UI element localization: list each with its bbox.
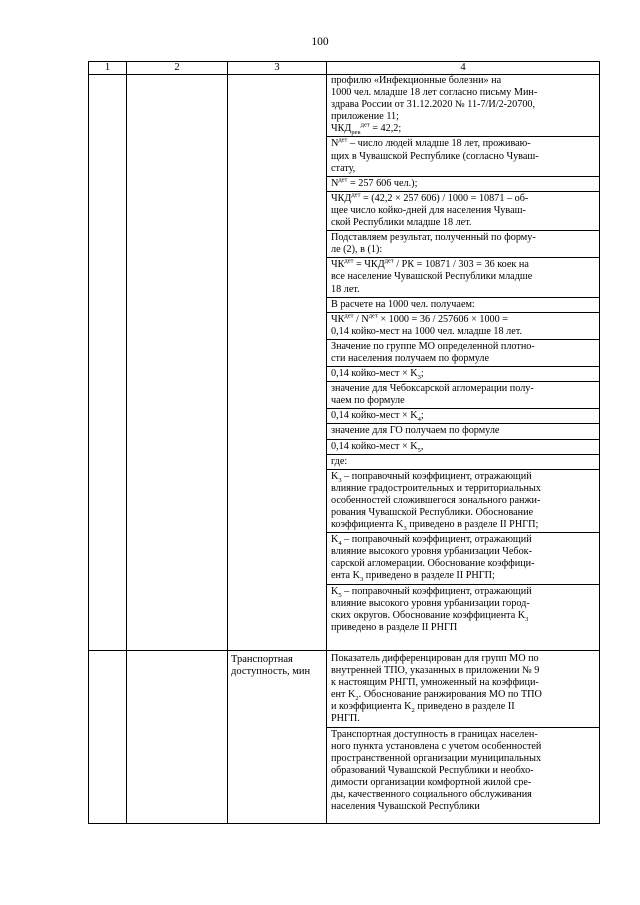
row2-col1 bbox=[89, 651, 127, 824]
text-line: к настоящим РНГП, умноженный на коэффици- bbox=[331, 677, 539, 689]
paragraph-separator bbox=[327, 191, 599, 192]
paragraph-separator bbox=[327, 584, 599, 585]
header-col-2: 2 bbox=[127, 62, 228, 75]
paragraph-separator bbox=[327, 408, 599, 409]
text-line: профилю «Инфекционные болезни» на bbox=[331, 75, 502, 86]
page-number: 100 bbox=[311, 36, 329, 48]
norms-table bbox=[88, 61, 600, 824]
text-line: 0,14 койко-мест на 1000 чел. младше 18 лет. bbox=[331, 325, 522, 337]
text-line: коэффициента $K_3$ приведено в разделе II РНГП; bbox=[331, 519, 539, 533]
text-line: ного пункта установлена с учетом особенностей bbox=[331, 740, 542, 752]
text-line: $K_3$ – поправочный коэффициент, отражающий bbox=[331, 470, 532, 484]
text-line: $N^{дет} = 257$ 606 чел.); bbox=[331, 176, 418, 189]
text-line: значение для Чебоксарской агломерации полу- bbox=[331, 383, 534, 395]
text-line: и коэффициента $K_2$ приведено в разделе II bbox=[331, 701, 515, 715]
paragraph-separator bbox=[327, 297, 599, 298]
row2-col4 bbox=[327, 651, 600, 824]
paragraph-separator bbox=[327, 532, 599, 533]
text-line: 18 лет. bbox=[331, 283, 360, 295]
text-line: $ЧКД^{дет} = (42,2 \times 257$ 606) / 1000 = 10871 – об- bbox=[331, 191, 529, 204]
text-line: РНГП. bbox=[331, 713, 360, 725]
transport-paragraph-b bbox=[331, 729, 596, 814]
text-line: пространственной организации муниципальных bbox=[331, 752, 542, 764]
text-line: Подставляем результат, полученный по форму- bbox=[331, 232, 536, 244]
paragraph-separator bbox=[327, 727, 599, 728]
text-line: здрава России от 31.12.2020 № 11-7/И/2-20700, bbox=[331, 99, 536, 111]
indicator-name: Транспортная доступность, мин bbox=[231, 654, 311, 678]
text-line: приложение 11; bbox=[331, 111, 399, 123]
table-header-row bbox=[89, 62, 600, 75]
row1-col1 bbox=[89, 75, 127, 651]
text-line: $K_4$ – поправочный коэффициент, отражающий bbox=[331, 534, 532, 548]
text-line: 1000 чел. младше 18 лет согласно письму Мин- bbox=[331, 87, 538, 99]
header-col-1: 1 bbox=[89, 62, 127, 75]
header-col-3: 3 bbox=[228, 62, 327, 75]
paragraph-separator bbox=[327, 454, 599, 455]
table-row bbox=[89, 75, 600, 651]
text-line: щих в Чувашской Республике (согласно Чуваш- bbox=[331, 150, 539, 162]
text-line: $K_5$ – поправочный коэффициент, отражающий bbox=[331, 585, 532, 599]
text-line: Показатель дифференцирован для групп МО по bbox=[331, 653, 539, 664]
text-line: 0,14 койко-мест × $K_4$; bbox=[331, 410, 424, 424]
paragraph-separator bbox=[327, 176, 599, 177]
transport-text bbox=[327, 651, 599, 813]
text-line: сарской агломерации. Обоснование коэффици- bbox=[331, 558, 535, 570]
text-line: ента $K_3$ приведено в разделе II РНГП; bbox=[331, 570, 495, 584]
paragraph-separator bbox=[327, 230, 599, 231]
text-line: Транспортная доступность в границах населен- bbox=[331, 728, 538, 740]
text-line: чаем по формуле bbox=[331, 395, 405, 407]
text-line: ских округов. Обоснование коэффициента $K_3$ bbox=[331, 609, 529, 623]
header-col-4: 4 bbox=[327, 62, 600, 75]
paragraph-separator bbox=[327, 366, 599, 367]
text-line: В расчете на 1000 чел. получаем: bbox=[331, 298, 475, 310]
calculation-text bbox=[327, 75, 599, 634]
text-line: влияние высокого уровня урбанизации Чебок- bbox=[331, 546, 533, 558]
paragraph-separator bbox=[327, 381, 599, 382]
transport-paragraph-a bbox=[331, 653, 596, 726]
table-row bbox=[89, 651, 600, 824]
text-line: влияние высокого уровня урбанизации город- bbox=[331, 597, 530, 609]
text-line: ской Республики младше 18 лет. bbox=[331, 217, 472, 229]
text-line: $ЧК^{дет} = ЧКД^{дет}$ / РК = 10871 / 303 = 36 коек на bbox=[331, 257, 529, 271]
text-line: $ЧКД_{рек}^{дет} = 42,2$; bbox=[331, 121, 402, 137]
row2-col3 bbox=[228, 651, 327, 824]
row1-col4 bbox=[327, 75, 600, 651]
text-line: особенностей сложившегося зонального ранжи- bbox=[331, 494, 541, 506]
paragraph-separator bbox=[327, 469, 599, 470]
row1-col3 bbox=[228, 75, 327, 651]
text-line: стату, bbox=[331, 162, 356, 174]
text-line: все население Чувашской Республики младше bbox=[331, 271, 533, 283]
text-line: приведено в разделе II РНГП bbox=[331, 621, 458, 633]
text-line: 0,14 койко-мест × $K_3$; bbox=[331, 368, 424, 382]
text-line: щее число койко-дней для населения Чуваш- bbox=[331, 204, 526, 216]
text-line: значение для ГО получаем по формуле bbox=[331, 425, 500, 437]
text-line: $N^{дет}$ – число людей младше 18 лет, проживаю- bbox=[331, 137, 531, 150]
text-line: населения Чувашской Республики bbox=[331, 801, 480, 813]
text-line: влияние градостроительных и территориальных bbox=[331, 482, 541, 494]
text-line: внутренней ТПО, указанных в приложении № 9 bbox=[331, 665, 540, 677]
text-line: $ЧК^{дет} / N^{дет} \times 1000 = 36 / 257606 \times 1000$ = bbox=[331, 312, 509, 325]
text-line: где: bbox=[331, 455, 348, 467]
text-line: димости организации комфортной жилой сре- bbox=[331, 776, 532, 788]
paragraph-separator bbox=[327, 439, 599, 440]
text-line: образований Чувашской Республики и необхо- bbox=[331, 764, 534, 776]
row1-col2 bbox=[127, 75, 228, 651]
row2-col2 bbox=[127, 651, 228, 824]
paragraph-separator bbox=[327, 423, 599, 424]
text-line: ды, качественного социального обслуживания bbox=[331, 789, 532, 801]
paragraph-separator bbox=[327, 339, 599, 340]
text-line: ент $K_2$. Обоснование ранжирования МО по ТПО bbox=[331, 689, 542, 703]
text-line: рования Чувашской Республики. Обоснование bbox=[331, 507, 534, 518]
text-line: сти населения получаем по формуле bbox=[331, 352, 490, 364]
text-line: Значение по группе МО определенной плотно- bbox=[331, 340, 535, 352]
text-line: 0,14 койко-мест × $K_5$, bbox=[331, 440, 424, 454]
text-line: ле (2), в (1): bbox=[331, 244, 383, 256]
